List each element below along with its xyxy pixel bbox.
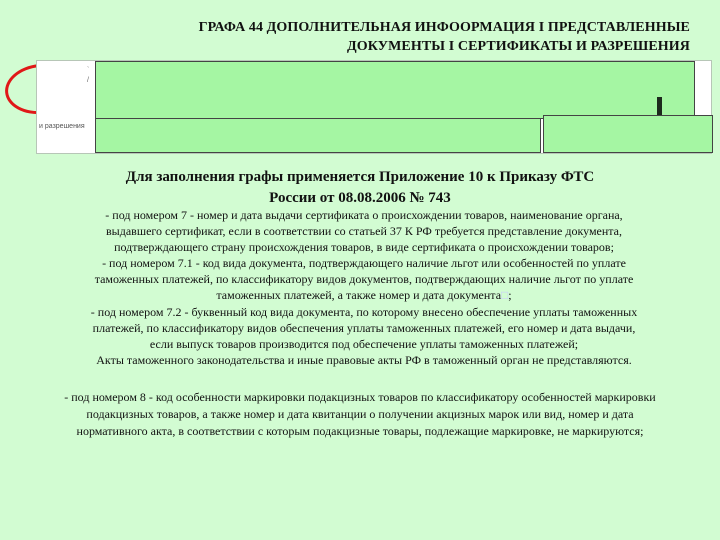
paragraph-line: - под номером 8 - код особенности маркировки подакцизных товаров по классификатору особенностей маркировки (64, 390, 656, 404)
paragraph-text: ; (508, 288, 512, 303)
instructions-body (20, 207, 708, 368)
paragraph-line: - под номером 7 - номер и дата выдачи сертификата о происхождении товаров, наименование органа, (105, 208, 623, 222)
paragraph-line: платежей, по классификатору видов обеспечения уплаты таможенных платежей, его номер и дата выдачи, (92, 320, 636, 335)
form-field-marker (657, 97, 662, 115)
form-tick-mark: / (87, 77, 89, 84)
paragraph-line: подтверждающего страну происхождения товаров, в виде сертификата о происхождении товаров; (114, 240, 614, 255)
form-field-44 (95, 61, 695, 119)
paragraph-line: Акты таможенного законодательства и иные правовые акты РФ в таможенный орган не представляются. (96, 352, 632, 367)
paragraph-line: подакцизных товаров, а также номер и дата квитанции о получении акцизных марок или вид, номер и дата (86, 407, 634, 421)
section-heading (60, 167, 660, 209)
heading-line-1: Для заполнения графы применяется Приложение 10 к Приказу ФТС (125, 169, 595, 185)
declaration-form-snippet (36, 60, 712, 154)
form-tick-mark: ` (87, 67, 90, 74)
form-field-bottom-right (543, 115, 713, 153)
paragraph-line: если выпуск товаров производится под обеспечение уплаты таможенных платежей; (149, 336, 579, 351)
instructions-tail (8, 389, 712, 440)
paragraph-line: выдавшего сертификат, если в соответствии со статьей 37 К РФ требуется представление документа, (106, 224, 622, 239)
paragraph-text: таможенных платежей, а также номер и дата документа (216, 288, 502, 303)
title-line-1: ГРАФА 44 ДОПОЛНИТЕЛЬНАЯ ИНФООРМАЦИЯ I ПРЕДСТАВЛЕННЫЕ (198, 20, 690, 35)
paragraph-line: - под номером 7.1 - код вида документа, подтверждающего наличие льгот или особенностей по уплате (102, 256, 626, 271)
paragraph-line: таможенных платежей, по классификатору видов документов, подтверждающих наличие льгот по уплате (94, 272, 634, 287)
paragraph-line: - под номером 7.2 - буквенный код вида документа, по которому внесено обеспечение уплаты таможенных (90, 304, 638, 319)
page-title (90, 18, 690, 56)
paragraph-line (20, 287, 708, 303)
placeholder-glyph: □ (501, 288, 509, 303)
title-line-2: ДОКУМЕНТЫ I СЕРТИФИКАТЫ И РАЗРЕШЕНИЯ (347, 39, 690, 54)
paragraph-line: нормативного акта, в соответствии с которым подакцизные товары, подлежащие маркировке, не маркируются; (76, 424, 644, 438)
form-field-bottom (95, 119, 541, 153)
heading-line-2: России от 08.08.2006 № 743 (269, 190, 451, 206)
form-left-label: и разрешения (39, 123, 85, 130)
